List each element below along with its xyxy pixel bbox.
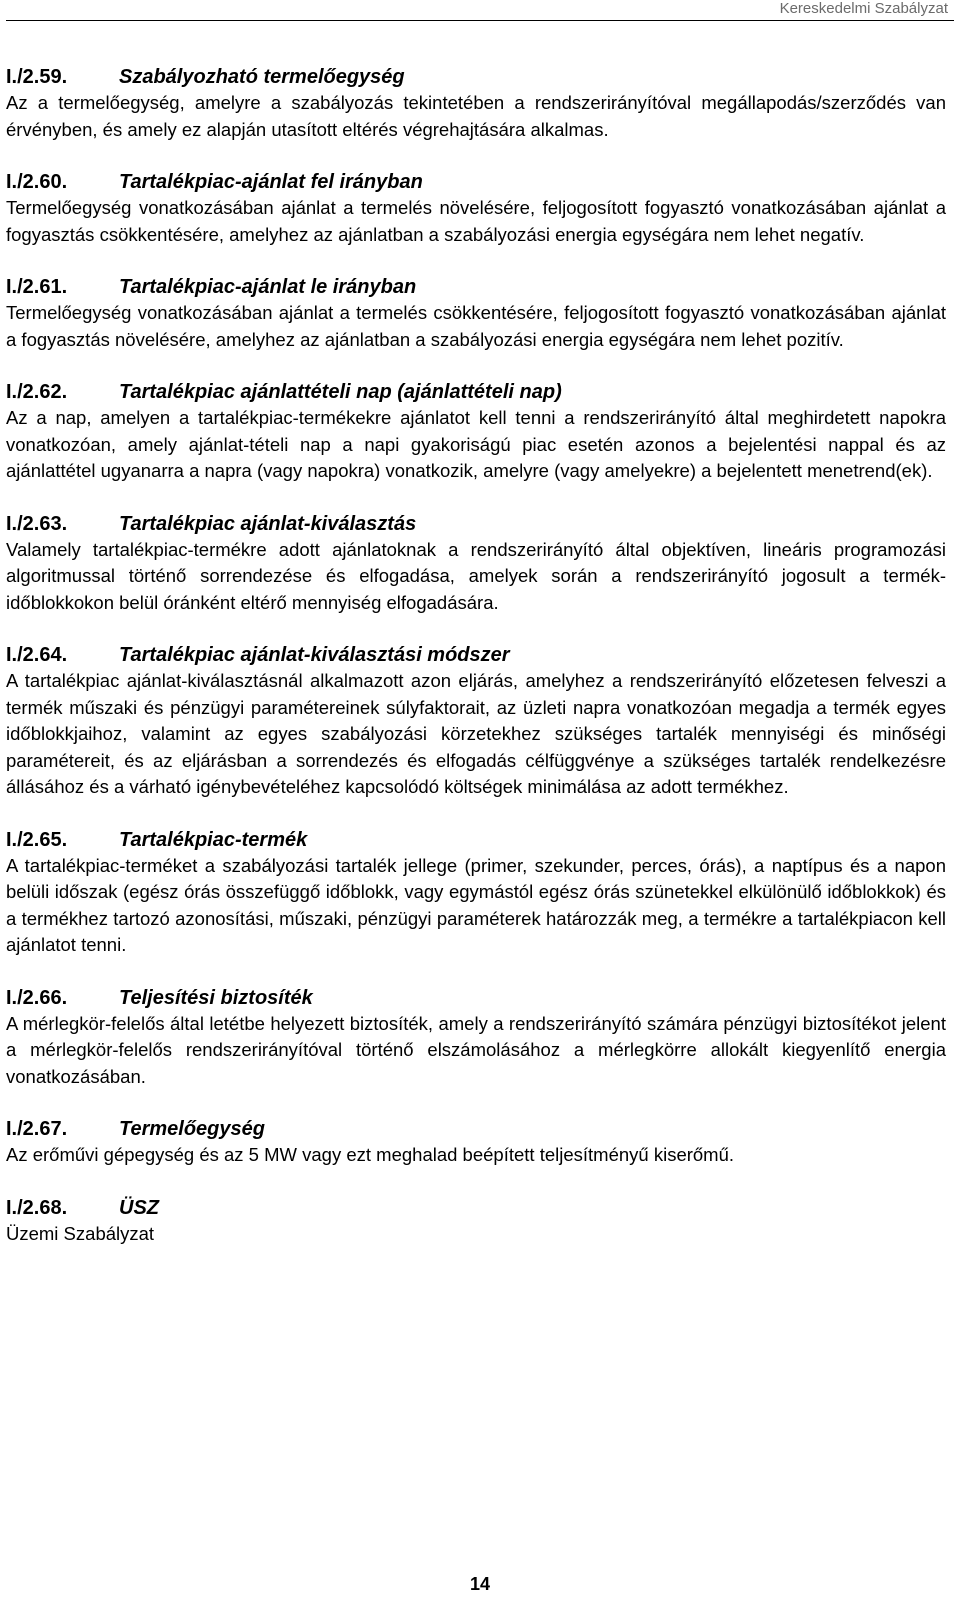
entry-number: I./2.65. bbox=[6, 828, 68, 851]
definition-entry-2-65 bbox=[6, 827, 946, 959]
definition-entry-2-64 bbox=[6, 642, 946, 801]
entry-heading bbox=[6, 1195, 946, 1221]
running-header-title: Kereskedelmi Szabályzat bbox=[779, 0, 948, 17]
entry-heading bbox=[6, 379, 946, 405]
document-body bbox=[6, 64, 946, 1273]
entry-title: Tartalékpiac-termék bbox=[119, 828, 308, 851]
entry-number: I./2.60. bbox=[6, 171, 68, 193]
entry-body: Valamely tartalékpiac-termékre adott ajánlatoknak a rendszerirányító által objektíven, lineáris programozási algoritmussal történő sorrendezése és elfogadása, amelyek során a rendszerirányító jogosult a termék-időblokkokon belül óránként eltérő mennyiség elfogadására. bbox=[6, 538, 946, 613]
entry-body: Az a nap, amelyen a tartalékpiac-termékekre ajánlatot kell tenni a rendszerirányító által meghirdetett napokra vonatkozóan, amely ajánlat-tételi nap a napi gyakoriságú piac esetén azonos a bejelentési nappal és az ajánlattétel ugyanarra a napra (vagy napokra) vonatkozik, amelyre (vagy amelyekre) a bejelentett menetrend(ek). bbox=[6, 407, 946, 481]
entry-title: Termelőegység bbox=[119, 1118, 265, 1140]
entry-number: I./2.64. bbox=[6, 644, 68, 666]
entry-number: I./2.59. bbox=[6, 66, 68, 88]
entry-body: A tartalékpiac ajánlat-kiválasztásnál alkalmazott azon eljárás, amelyhez a rendszerirányító előzetesen felveszi a termék műszaki és pénzügyi paramétereinek súlyfaktorait, az üzleti napra vonatkozóan megadja a termék egyes időblokkjaihoz, valamint az egyes szabályozási körzetekhez szükséges tartalék mennyiségi és minőségi paramétereit, és az eljárásban a sorrendezés és elfogadás célfüggvénye a szükséges tartalék rendelkezésre állásához és a várható igénybevételéhez kapcsolódó költségek minimálása az adott termékhez. bbox=[6, 670, 946, 797]
entry-title: Tartalékpiac ajánlat-kiválasztás bbox=[119, 512, 417, 535]
entry-number: I./2.63. bbox=[6, 512, 68, 535]
entry-body: A tartalékpiac-terméket a szabályozási tartalék jellege (primer, szekunder, perces, órás), a naptípus és a napon belüli időszak (egész órás összefüggő időblokk, vagy egymástól egész órás szünetekkel elkülönülő időblokkok) és a termékhez tartozó azonosítási, műszaki, pénzügyi paraméterek határozzák meg, a termékre a tartalékpiacon kell ajánlatot tenni. bbox=[6, 854, 946, 955]
entry-number: I./2.61. bbox=[6, 276, 68, 298]
entry-body: Termelőegység vonatkozásában ajánlat a termelés csökkentésére, feljogosított fogyasztó vonatkozásában ajánlat a fogyasztás növelésére, amelyhez az ajánlatban a szabályozási energia egységára nem lehet pozitív. bbox=[6, 302, 946, 350]
entry-number: I./2.66. bbox=[6, 986, 68, 1009]
entry-number: I./2.62. bbox=[6, 381, 68, 403]
entry-body: Az a termelőegység, amelyre a szabályozás tekintetében a rendszerirányítóval megállapodás/szerződés van érvényben, és amely ez alapján utasított eltérés végrehajtására alkalmas. bbox=[6, 92, 946, 140]
entry-heading bbox=[6, 985, 946, 1011]
definition-entry-2-60 bbox=[6, 169, 946, 248]
definition-entry-2-59 bbox=[6, 64, 946, 143]
definition-entry-2-63 bbox=[6, 511, 946, 617]
entry-title: Teljesítési biztosíték bbox=[119, 986, 313, 1009]
entry-title: Tartalékpiac ajánlattételi nap (ajánlattételi nap) bbox=[119, 381, 562, 403]
entry-title: ÜSZ bbox=[119, 1196, 159, 1219]
entry-heading bbox=[6, 827, 946, 853]
definition-entry-2-62 bbox=[6, 379, 946, 485]
entry-heading bbox=[6, 642, 946, 668]
entry-heading bbox=[6, 274, 946, 300]
definition-entry-2-66 bbox=[6, 985, 946, 1091]
definition-entry-2-67 bbox=[6, 1116, 946, 1169]
entry-heading bbox=[6, 64, 946, 90]
entry-title: Tartalékpiac-ajánlat fel irányban bbox=[119, 171, 423, 193]
entry-body: Üzemi Szabályzat bbox=[6, 1222, 155, 1244]
entry-title: Szabályozható termelőegység bbox=[119, 66, 405, 88]
running-header bbox=[0, 0, 960, 22]
page-number: 14 bbox=[469, 1574, 491, 1594]
entry-title: Tartalékpiac ajánlat-kiválasztási módszer bbox=[119, 644, 510, 666]
entry-heading bbox=[6, 1116, 946, 1142]
entry-title: Tartalékpiac-ajánlat le irányban bbox=[119, 276, 417, 298]
definition-entry-2-68 bbox=[6, 1195, 946, 1248]
entry-body: A mérlegkör-felelős által letétbe helyezett biztosíték, amely a rendszerirányító számára pénzügyi biztosítékot jelent a mérlegkör-felelős rendszerirányítóval történő elszámolásához a mérlegkörre allokált kiegyenlítő energia vonatkozásában. bbox=[6, 1012, 946, 1087]
entry-body: Termelőegység vonatkozásában ajánlat a termelés növelésére, feljogosított fogyasztó vonatkozásában ajánlat a fogyasztás csökkentésére, amelyhez az ajánlatban a szabályozási energia egységára nem lehet negatív. bbox=[6, 197, 946, 245]
entry-number: I./2.68. bbox=[6, 1196, 68, 1219]
entry-heading bbox=[6, 169, 946, 195]
definition-entry-2-61 bbox=[6, 274, 946, 353]
entry-body: Az erőművi gépegység és az 5 MW vagy ezt meghalad beépített teljesítményű kiserőmű. bbox=[6, 1144, 735, 1165]
header-divider bbox=[6, 20, 954, 21]
entry-number: I./2.67. bbox=[6, 1118, 68, 1140]
entry-heading bbox=[6, 511, 946, 537]
